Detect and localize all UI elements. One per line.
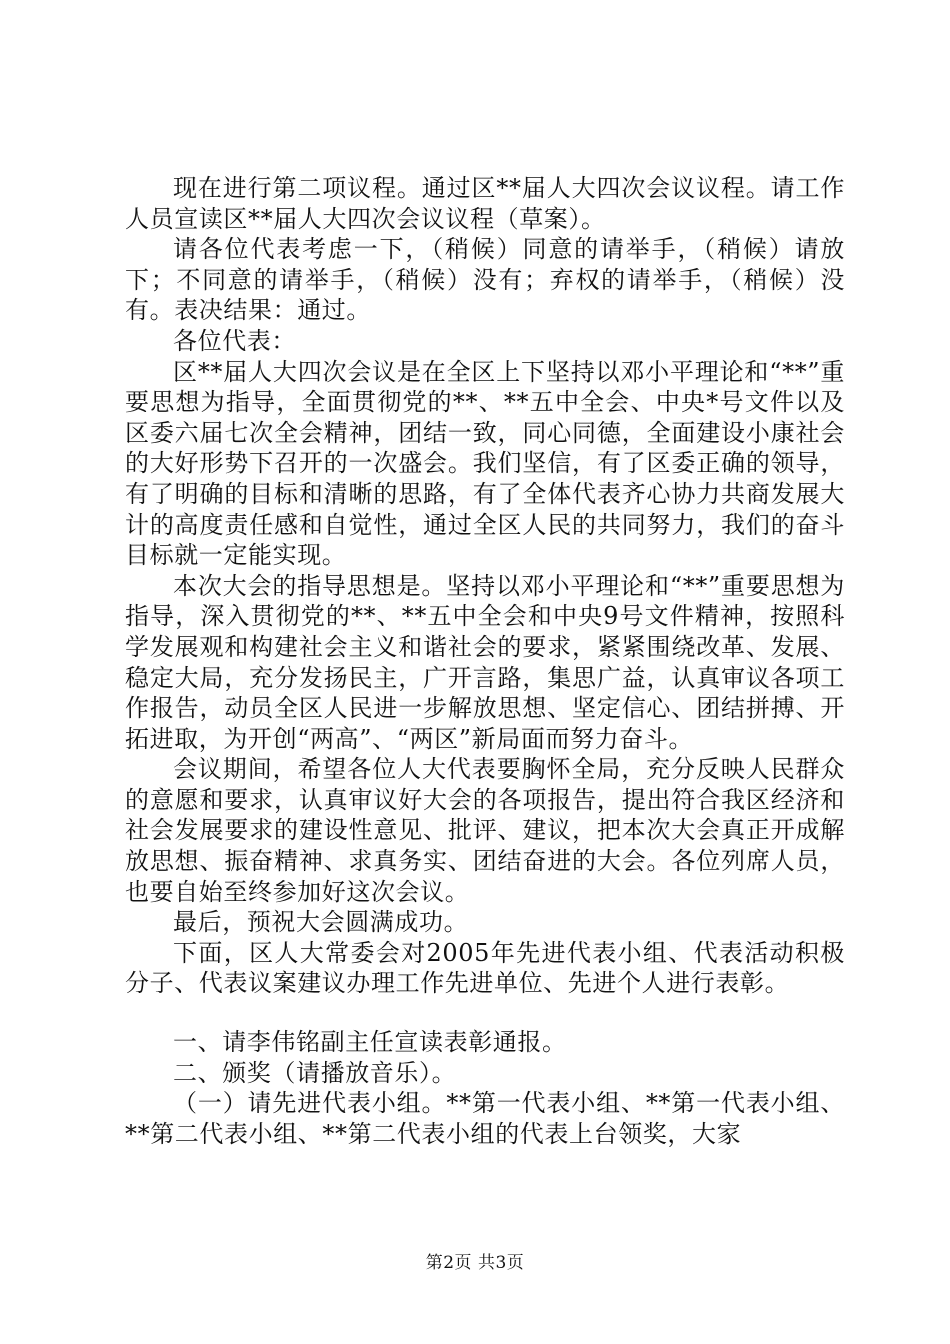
paragraph-agenda-item-two: 现在进行第二项议程。通过区**届人大四次会议议程。请工作人员宣读区**届人大四次会议议程（草案）。 [125,174,845,233]
document-body [125,173,845,1149]
section-item-award-groups: （一）请先进代表小组。**第一代表小组、**第一代表小组、**第二代表小组、**第二代表小组的代表上台领奖，大家 [125,1089,845,1148]
paragraph-conference-significance: 区**届人大四次会议是在全区上下坚持以邓小平理论和“**”重要思想为指导，全面贯彻党的**、**五中全会、中央*号文件以及区委六届七次全会精神，团结一致，同心同德，全面建设小康社会的大好形势下召开的一次盛会。我们坚信，有了区委正确的领导，有了明确的目标和清晰的思路，有了全体代表齐心协力共商发展大计的高度责任感和自觉性，通过全区人民的共同努力，我们的奋斗目标就一定能实现。 [125,357,845,570]
section-item-award: 二、颁奖（请播放音乐）。 [173,1058,457,1087]
paragraph-voting: 请各位代表考虑一下，（稍候）同意的请举手，（稍候）请放下；不同意的请举手，（稍候）没有；弃权的请举手，（稍候）没有。表决结果：通过。 [125,235,845,325]
paragraph-closing-wish: 最后，预祝大会圆满成功。 [173,908,469,937]
paragraph-guiding-ideology: 本次大会的指导思想是。坚持以邓小平理论和“**”重要思想为指导，深入贯彻党的**、**五中全会和中央9号文件精神，按照科学发展观和构建社会主义和谐社会的要求，紧紧围绕改革、发展、稳定大局，充分发扬民主，广开言路，集思广益，认真审议各项工作报告，动员全区人民进一步解放思想、坚定信心、团结拼搏、开拓进取，为开创“两高”、“两区”新局面而努力奋斗。 [125,571,845,753]
section-item-read-notice: 一、请李伟铭副主任宣读表彰通报。 [173,1028,567,1057]
paragraph-commendation-intro: 下面，区人大常委会对2005年先进代表小组、代表活动积极分子、代表议案建议办理工作先进单位、先进个人进行表彰。 [125,938,845,998]
paragraph-expectations: 会议期间，希望各位人大代表要胸怀全局，充分反映人民群众的意愿和要求，认真审议好大会的各项报告，提出符合我区经济和社会发展要求的建设性意见、批评、建议，把本次大会真正开成解放思想、振奋精神、求真务实、团结奋进的大会。各位列席人员，也要自始至终参加好这次会议。 [125,755,845,906]
page-number-footer: 第2页 共3页 [425,1253,525,1273]
paragraph-salutation: 各位代表： [173,326,296,355]
paragraph-spacer [125,999,845,1027]
